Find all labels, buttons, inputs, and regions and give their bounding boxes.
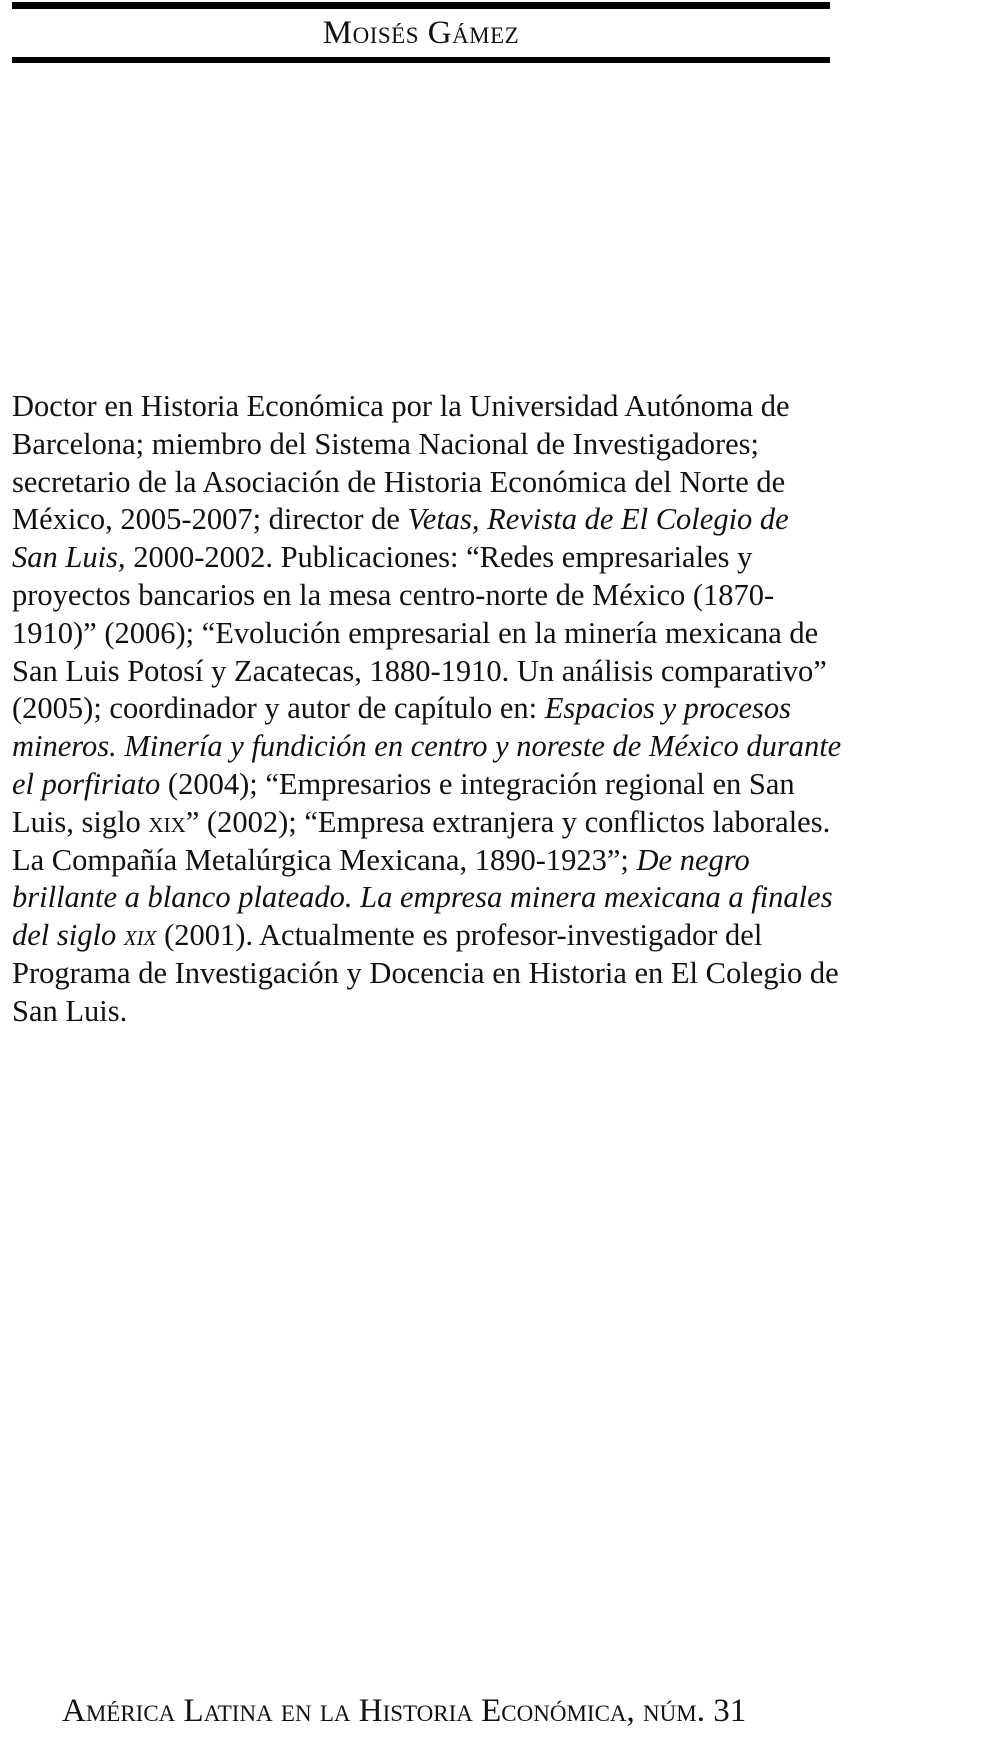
bio-century-numeral: xix	[148, 804, 186, 839]
bio-text-3: (2004); “Empresarios e integración regional en San Luis, siglo	[12, 766, 795, 839]
running-head-author: Moisés Gámez	[322, 15, 520, 51]
bio-text-2: 2000-2002. Publicaciones: “Redes empresariales y proyectos bancarios en la mesa centro-norte de México (1870-1910)” (2006); “Evolución empresarial en la minería mexicana de San Luis Potosí y Zacatecas, 1880-1910. Un análisis comparativo” (2005); coordinador y autor de capítulo en:	[12, 540, 827, 726]
bio-text-4: ” (2002); “Empresa extranjera y conflictos laborales. La Compañía Metalúrgica Mexicana, 1890-1923”;	[12, 804, 831, 877]
bio-text-5: (2001). Actualmente es profesor-investigador del Programa de Investigación y Docencia en Historia en El Colegio de San Luis.	[12, 918, 839, 1028]
header-bottom-rule	[12, 57, 830, 63]
bio-journal-title: Vetas, Revista de El Colegio de San Luis,	[12, 502, 789, 575]
journal-footer: América Latina en la Historia Económica, núm. 31	[62, 1693, 747, 1729]
author-bio-paragraph	[12, 388, 842, 1031]
bio-book-title: Espacios y procesos mineros. Minería y fundición en centro y noreste de México durante el porfiriato	[12, 691, 842, 801]
bio-second-book-title-text: De negro brillante a blanco plateado. La empresa minera mexicana a finales del siglo	[12, 842, 833, 953]
header-top-rule	[12, 2, 830, 9]
bio-second-book-century: xix	[123, 918, 157, 953]
bio-text-1: Doctor en Historia Económica por la Universidad Autónoma de Barcelona; miembro del Sistema Nacional de Investigadores; secretario de la Asociación de Historia Económica del Norte de México, 2005-2007; director de	[12, 389, 790, 537]
